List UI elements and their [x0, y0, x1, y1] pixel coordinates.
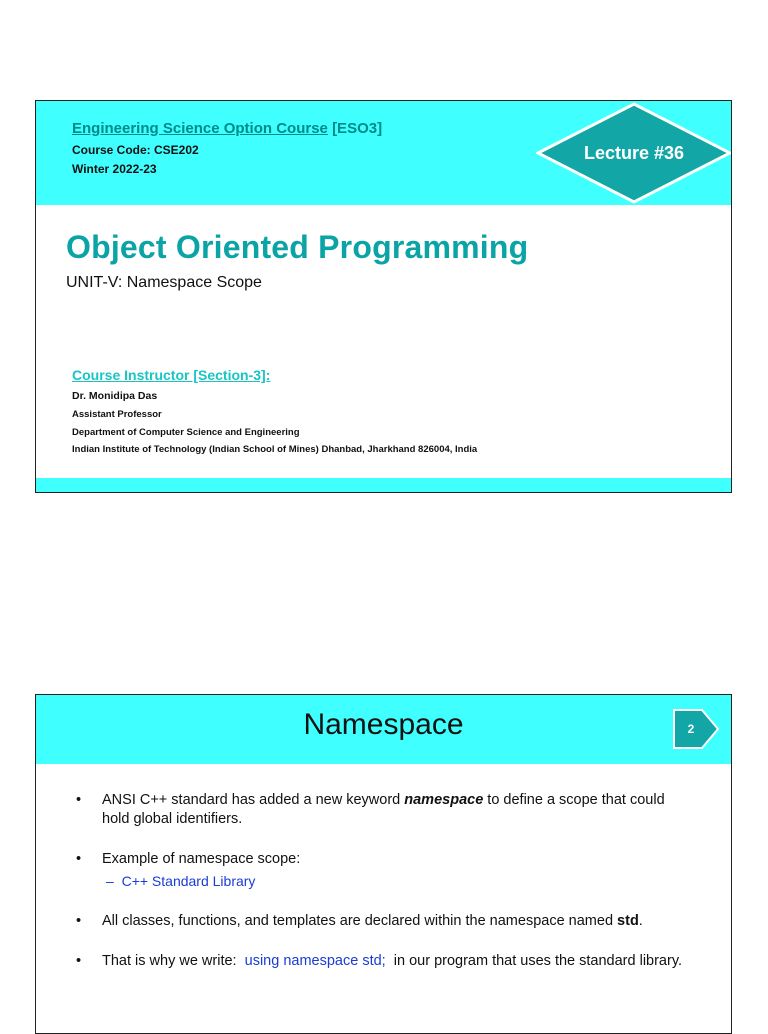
text: to define a scope that could hold global identifiers.: [102, 792, 665, 827]
instructor-role: Assistant Professor: [72, 409, 162, 420]
department: Department of Computer Science and Engineering: [72, 427, 300, 438]
sub-item-text: C++ Standard Library: [121, 873, 256, 889]
course-tag: [ESO3]: [332, 120, 383, 137]
page-number-badge: [672, 708, 722, 750]
text: All classes, functions, and templates are declared within the namespace named: [102, 913, 618, 929]
instructor-heading: Course Instructor [Section-3]:: [72, 367, 271, 383]
institute: Indian Institute of Technology (Indian School of Mines) Dhanbad, Jharkhand 826004, India: [72, 444, 478, 455]
list-item: [76, 952, 696, 971]
bullet-list: [76, 791, 696, 992]
title-slide: [35, 100, 732, 493]
slide-title: Namespace: [303, 708, 464, 741]
page-title: Object Oriented Programming: [66, 229, 529, 265]
keyword-std: std: [617, 913, 639, 929]
list-item: [76, 850, 696, 891]
list-item: [76, 912, 696, 931]
text: That is why we write:: [102, 953, 237, 969]
course-code: Course Code: CSE202: [72, 143, 199, 157]
bullet-marker: •: [76, 913, 82, 929]
lecture-number: Lecture #36: [583, 142, 685, 163]
bullet-marker: •: [76, 851, 82, 867]
text: ANSI C++ standard has added a new keyword: [102, 792, 405, 808]
code-snippet: using namespace std;: [244, 953, 386, 969]
text: .: [638, 913, 643, 929]
sub-list-item: [102, 872, 696, 891]
course-name: Engineering Science Option Course: [72, 120, 328, 137]
list-item: [76, 791, 696, 829]
course-name-line: [72, 120, 382, 137]
slide1-footer-band: [36, 478, 731, 492]
unit-subtitle: UNIT-V: Namespace Scope: [66, 274, 262, 291]
text: Example of namespace scope:: [102, 851, 301, 867]
lecture-badge: [536, 101, 732, 205]
bullet-marker: •: [76, 792, 82, 808]
text: in our program that uses the standard library.: [393, 953, 683, 969]
keyword-namespace: namespace: [404, 792, 484, 808]
term: Winter 2022-23: [72, 162, 157, 176]
sub-marker: –: [106, 873, 114, 889]
instructor-name: Dr. Monidipa Das: [72, 390, 158, 402]
namespace-slide: [35, 694, 732, 1034]
page-number: 2: [687, 722, 695, 736]
bullet-marker: •: [76, 953, 82, 969]
